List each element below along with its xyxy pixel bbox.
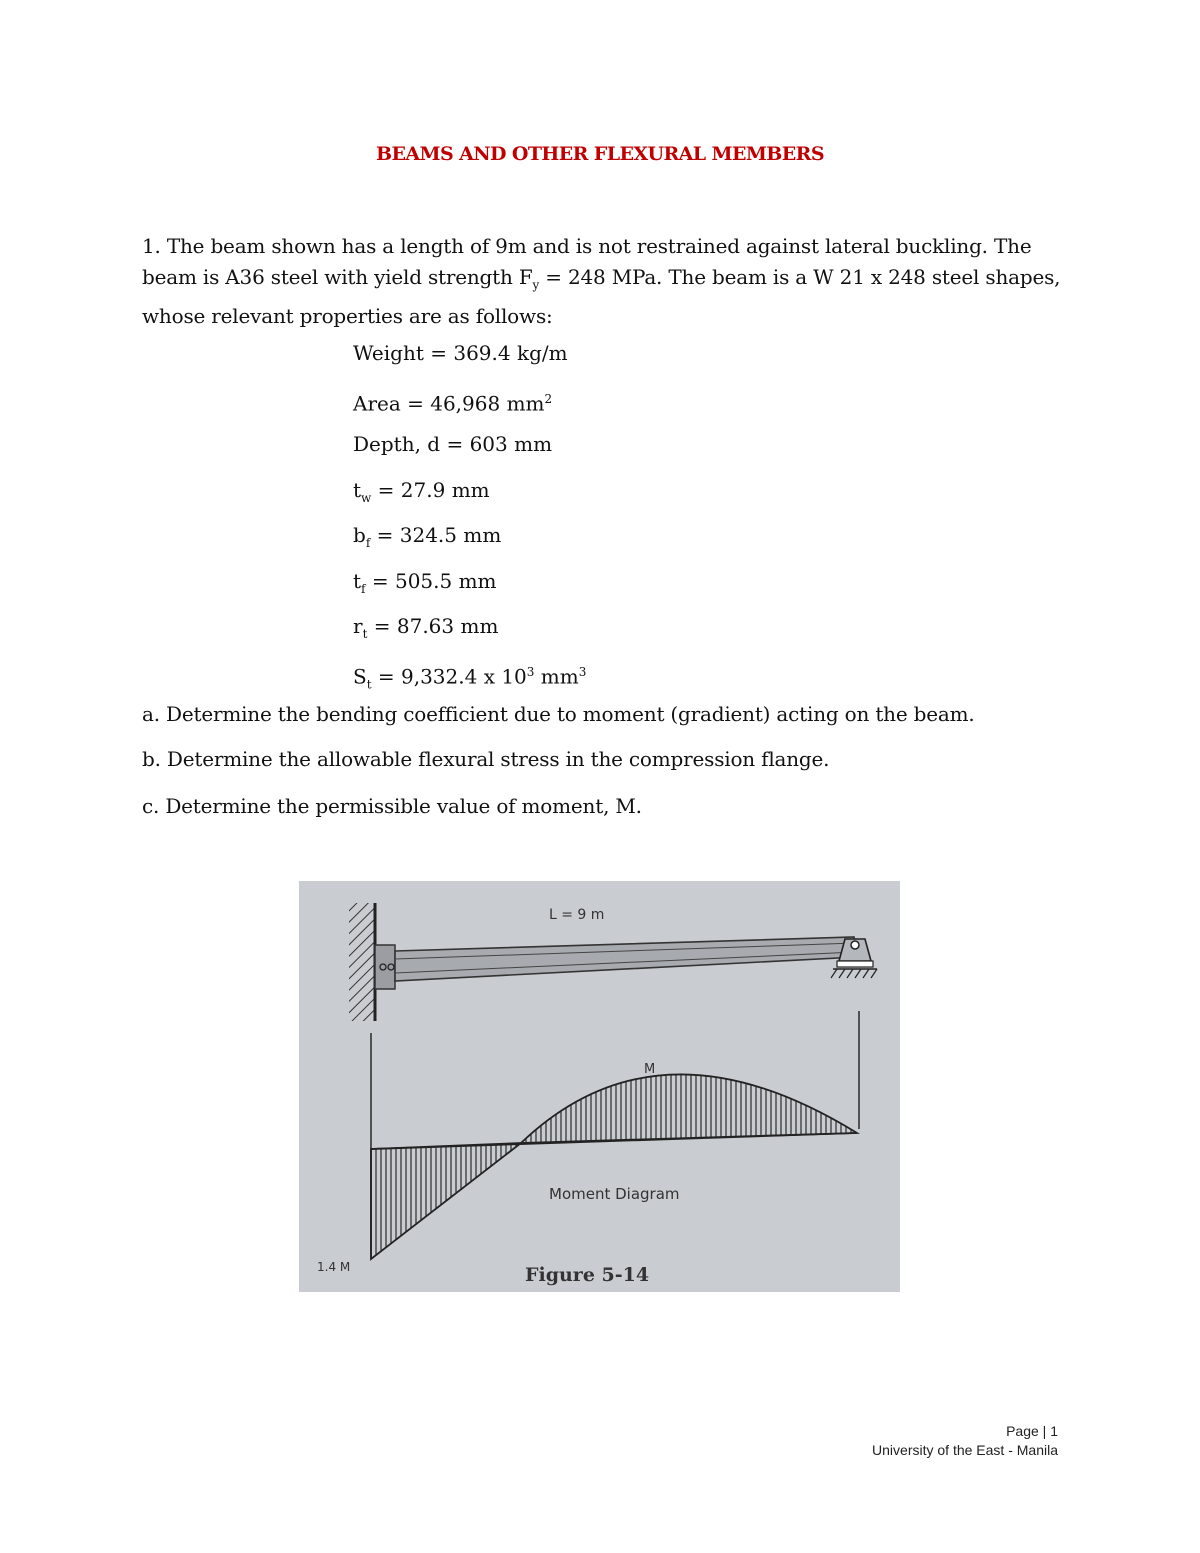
positive-moment-region: [521, 1074, 857, 1143]
property-area: Area = 46,968 $mm^2$: [353, 391, 553, 416]
property-tf: $t_f = 505.5$ mm: [353, 568, 497, 596]
institution-name: University of the East - Manila: [872, 1442, 1058, 1458]
property-rt: $r_t = 87.63$ mm: [353, 614, 499, 641]
figure-5-14: [299, 881, 900, 1292]
page-number: Page | 1: [1006, 1423, 1058, 1439]
beam-moment-diagram: [299, 881, 900, 1292]
property-list: [353, 338, 586, 702]
moment-diagram-caption: Moment Diagram: [549, 1185, 680, 1203]
problem-text-1: 1. The beam shown has a length of 9m and is not restrained against lateral buckling. The beam is A36 steel with yield strength F: [142, 234, 1032, 289]
question-b: b. Determine the allowable flexural stress in the compression flange.: [142, 747, 830, 771]
beam-length-label: L = 9 m: [549, 907, 605, 923]
negative-moment-region: [371, 1143, 521, 1259]
property-weight: Weight = 369.4 kg/m: [353, 341, 568, 365]
connection-plate: [375, 945, 395, 989]
property-bf: $b_f = 324.5$ mm: [353, 523, 502, 550]
property-depth: Depth, d = 603 mm: [353, 432, 553, 456]
question-c: c. Determine the permissible value of moment, M.: [142, 794, 642, 818]
steel-beam: [395, 937, 857, 981]
max-moment-label: M: [644, 1062, 656, 1077]
property-st: $S_t = 9,332.4$ x $10^3$ $mm^3$: [353, 664, 587, 692]
figure-caption: Figure 5-14: [525, 1264, 650, 1286]
page-footer: [872, 1422, 1058, 1460]
end-moment-label: 1.4 M: [317, 1260, 351, 1274]
document-title: BEAMS AND OTHER FLEXURAL MEMBERS: [376, 143, 824, 165]
property-tw: $t_w = 27.9$ mm: [353, 477, 490, 505]
problem-statement: [142, 231, 1072, 332]
problem-text-2: = 248 MPa. The beam is a W 21 x 248 steel shapes, whose relevant properties are as follows:: [142, 265, 1061, 328]
problem-fy-subscript: y: [532, 278, 540, 292]
fixed-wall-support: [349, 903, 375, 1021]
question-a: a. Determine the bending coefficient due to moment (gradient) acting on the beam.: [142, 702, 975, 726]
